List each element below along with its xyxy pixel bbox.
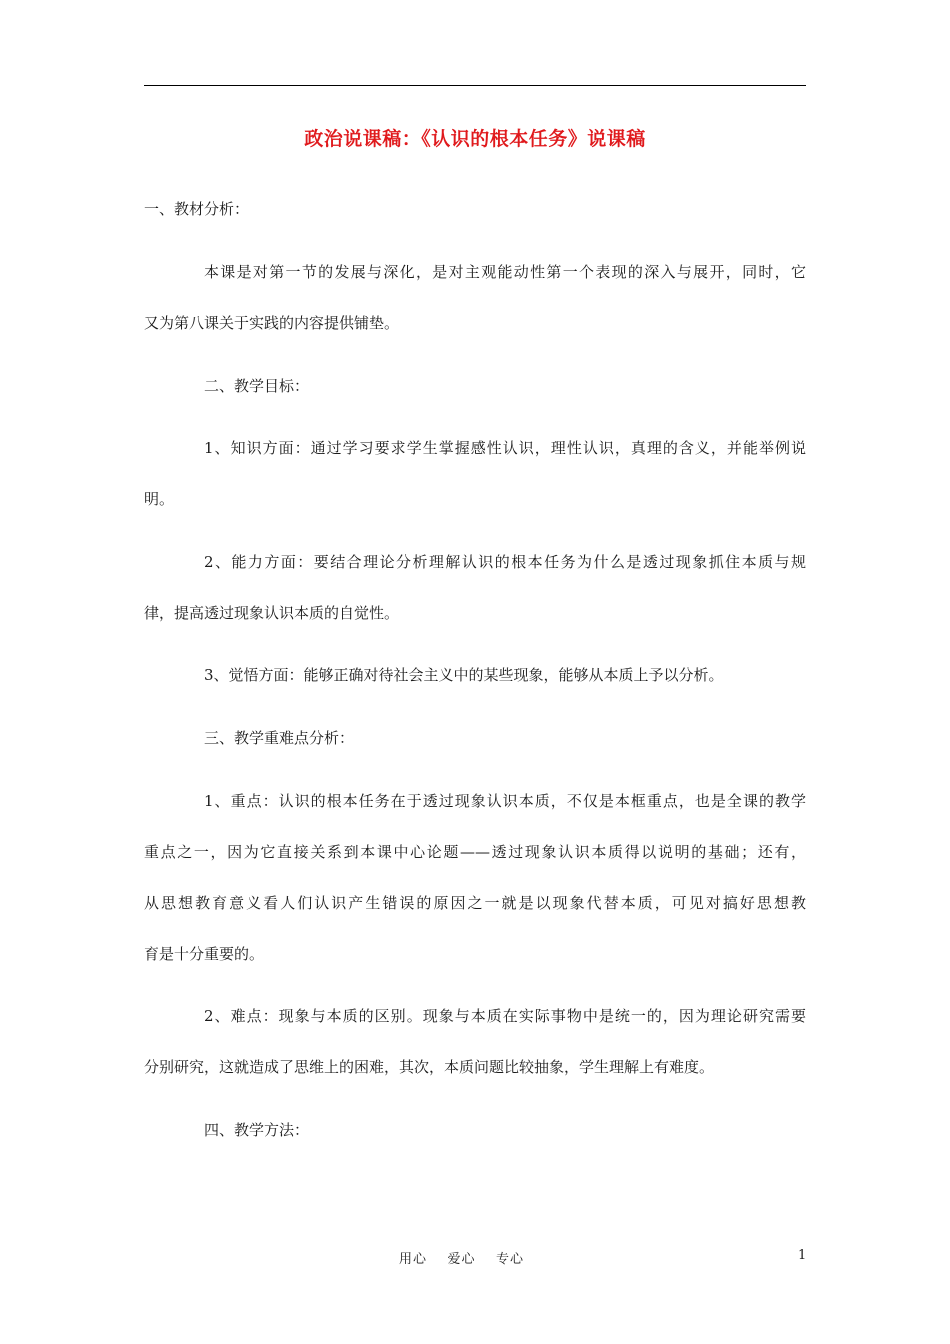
section-heading-2 <box>144 361 806 412</box>
paragraph-goal-knowledge <box>144 423 806 525</box>
document-title: 政治说课稿：《认识的根本任务》说课稿 <box>304 128 646 150</box>
paragraph-difficult-point <box>144 991 806 1093</box>
paragraph-line: 3、觉悟方面：能够正确对待社会主义中的某些现象，能够从本质上予以分析。 <box>204 666 724 684</box>
section-heading-text: 四、教学方法： <box>204 1121 310 1139</box>
paragraph-line: 明。 <box>144 490 175 508</box>
section-heading-text: 三、教学重难点分析： <box>204 729 355 747</box>
paragraph-line: 2、能力方面：要结合理论分析理解认识的根本任务为什么是透过现象抓住本质与规 <box>204 553 806 571</box>
paragraph-goal-awareness <box>144 650 806 701</box>
section-heading-4 <box>144 1105 806 1156</box>
paragraph-goal-ability <box>144 537 806 639</box>
paragraph-line: 律，提高透过现象认识本质的自觉性。 <box>144 604 400 622</box>
paragraph-key-point <box>144 776 806 980</box>
page-number: 1 <box>798 1248 807 1263</box>
section-heading-text: 二、教学目标： <box>204 377 310 395</box>
paragraph-line: 1、重点：认识的根本任务在于透过现象认识本质，不仅是本框重点，也是全课的教学 <box>204 792 806 810</box>
paragraph-line: 从思想教育意义看人们认识产生错误的原因之一就是以现象代替本质，可见对搞好思想教 <box>144 894 806 912</box>
paragraph-line: 2、难点：现象与本质的区别。现象与本质在实际事物中是统一的，因为理论研究需要 <box>204 1007 806 1025</box>
paragraph-line: 育是十分重要的。 <box>144 945 265 963</box>
paragraph-line: 本课是对第一节的发展与深化，是对主观能动性第一个表现的深入与展开，同时，它 <box>204 263 806 281</box>
paragraph-line: 重点之一，因为它直接关系到本课中心论题——透过现象认识本质得以说明的基础；还有， <box>144 843 806 861</box>
footer-motto: 用心 爱心 专心 <box>399 1252 525 1267</box>
paragraph-line: 又为第八课关于实践的内容提供铺垫。 <box>144 314 400 332</box>
paragraph-textbook-analysis <box>144 247 806 349</box>
header-rule <box>144 85 806 86</box>
paragraph-line: 分别研究，这就造成了思维上的困难，其次，本质问题比较抽象，学生理解上有难度。 <box>144 1058 715 1076</box>
section-heading-3 <box>144 713 806 764</box>
paragraph-line: 1、知识方面：通过学习要求学生掌握感性认识，理性认识，真理的含义，并能举例说 <box>204 439 806 457</box>
section-heading-1 <box>144 184 806 235</box>
section-heading-text: 一、教材分析： <box>144 200 250 218</box>
